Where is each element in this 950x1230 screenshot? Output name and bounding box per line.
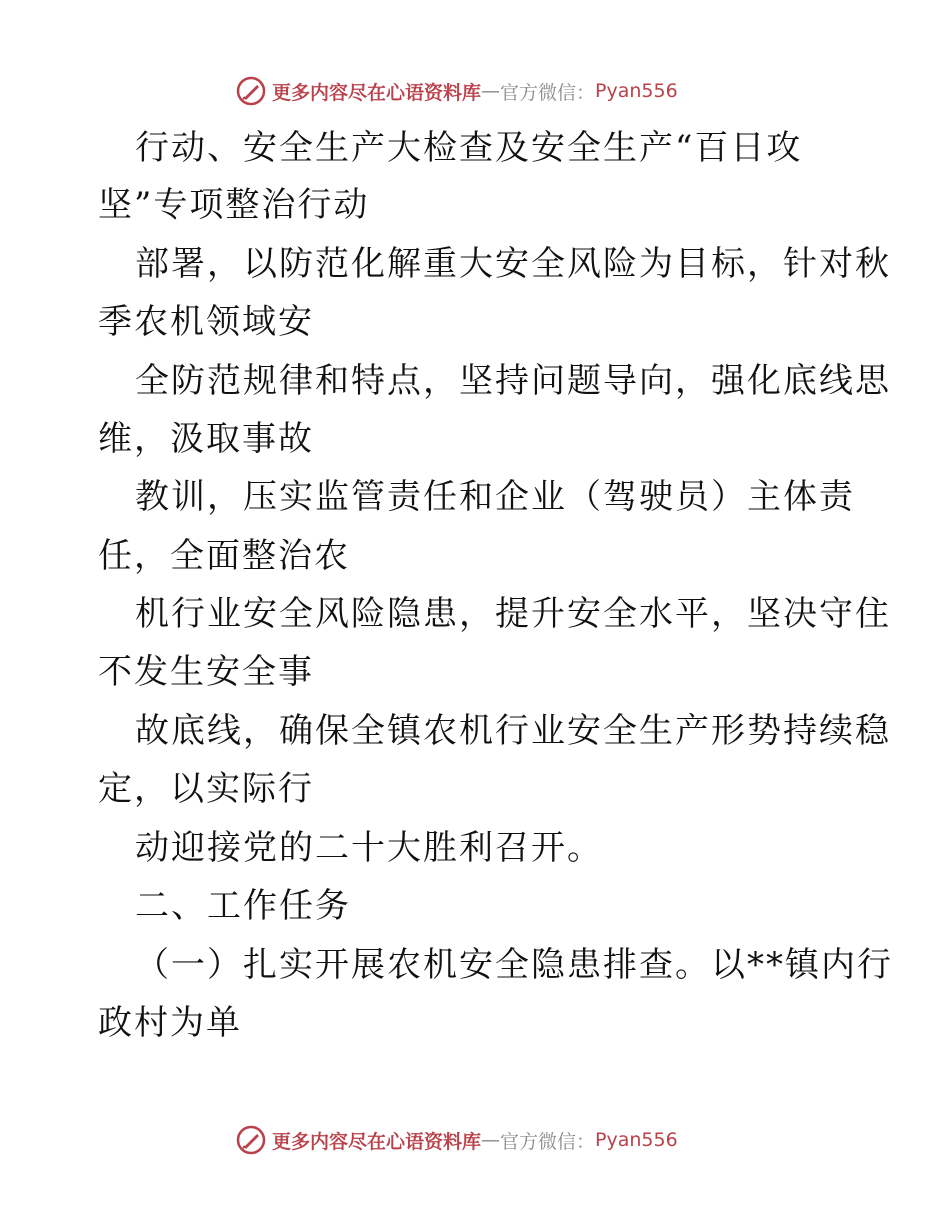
watermark-brand: 更多内容尽在心语资料库 — [272, 81, 482, 104]
body-line-3: 部署，以防范化解重大安全风险为目标，针对秋 — [135, 244, 891, 284]
body-line-13: 动迎接党的二十大胜利召开。 — [135, 828, 603, 868]
watermark-brand: 更多内容尽在心语资料库 — [272, 1130, 482, 1153]
body-line-16: 政村为单 — [98, 1003, 242, 1043]
watermark-official-label: 官方微信： — [500, 1130, 596, 1153]
watermark-separator: — — [481, 80, 501, 102]
header-watermark — [236, 74, 678, 108]
quill-pen-circle-icon — [236, 76, 266, 106]
body-line-4: 季农机领域安 — [98, 302, 314, 342]
watermark-official-label: 官方微信： — [500, 81, 596, 104]
body-line-11: 故底线，确保全镇农机行业安全生产形势持续稳 — [135, 711, 891, 751]
body-line-12: 定，以实际行 — [98, 769, 314, 809]
footer-watermark — [236, 1123, 678, 1157]
body-line-1: 行动、安全生产大检查及安全生产“百日攻 — [135, 128, 803, 168]
watermark-separator: — — [481, 1129, 501, 1151]
watermark-wechat-id: Pyan556 — [595, 80, 678, 102]
quill-pen-circle-icon — [236, 1125, 266, 1155]
body-line-5: 全防范规律和特点，坚持问题导向，强化底线思 — [135, 361, 891, 401]
body-line-15: （一）扎实开展农机安全隐患排查。以**镇内行 — [135, 945, 893, 985]
body-line-7: 教训，压实监管责任和企业（驾驶员）主体责 — [135, 477, 855, 517]
body-line-2: 坚”专项整治行动 — [98, 185, 370, 225]
body-line-6: 维，汲取事故 — [98, 419, 314, 459]
watermark-wechat-id: Pyan556 — [595, 1129, 678, 1151]
body-line-9: 机行业安全风险隐患，提升安全水平，坚决守住 — [135, 594, 891, 634]
section-heading: 二、工作任务 — [135, 886, 351, 926]
body-line-10: 不发生安全事 — [98, 652, 314, 692]
body-line-8: 任，全面整治农 — [98, 536, 350, 576]
